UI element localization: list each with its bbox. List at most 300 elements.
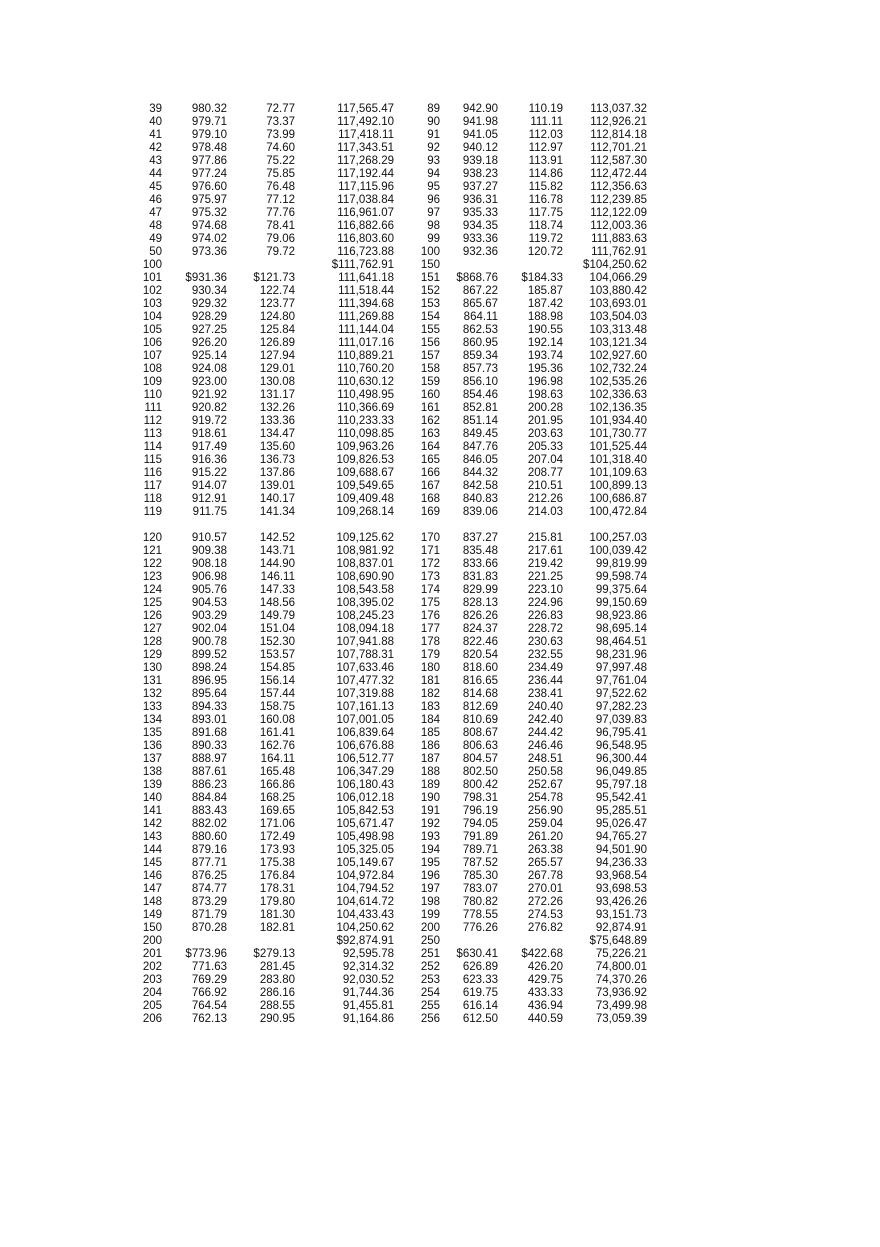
payment-number-cell: 143	[142, 831, 162, 843]
principal-cell: 192.14	[527, 337, 563, 349]
balance-cell: 108,094.18	[336, 623, 394, 635]
table-row	[0, 558, 880, 571]
principal-cell: 116.78	[528, 194, 563, 206]
interest-cell: 936.31	[462, 194, 498, 206]
payment-number-cell: 109	[142, 376, 162, 388]
payment-number-cell: 129	[142, 649, 162, 661]
principal-cell: 244.42	[527, 727, 563, 739]
table-row	[0, 701, 880, 714]
payment-number-cell: 146	[142, 870, 162, 882]
balance-cell: 113,037.32	[590, 103, 647, 115]
interest-cell: $931.36	[185, 272, 227, 284]
payment-number-cell: 196	[420, 870, 440, 882]
principal-cell: 164.11	[260, 753, 295, 765]
payment-number-cell: 134	[142, 714, 162, 726]
interest-cell: 851.14	[462, 415, 498, 427]
balance-cell: 117,343.51	[337, 142, 394, 154]
balance-cell: 111,641.18	[338, 272, 394, 284]
table-row	[0, 272, 880, 285]
balance-cell: 106,676.88	[336, 740, 394, 752]
payment-number-cell: 138	[142, 766, 162, 778]
payment-number-cell: 118	[143, 493, 162, 505]
balance-cell: 97,997.48	[595, 662, 647, 674]
principal-cell: 215.81	[527, 532, 563, 544]
table-row	[0, 1000, 880, 1013]
principal-cell: 254.78	[527, 792, 563, 804]
principal-cell: 136.73	[259, 454, 295, 466]
payment-number-cell: 182	[420, 688, 440, 700]
payment-number-cell: 252	[420, 961, 440, 973]
interest-cell: 914.07	[191, 480, 227, 492]
interest-cell: 919.72	[191, 415, 227, 427]
payment-number-cell: 119	[143, 506, 162, 518]
principal-cell: 73.37	[266, 116, 295, 128]
table-row	[0, 337, 880, 350]
payment-number-cell: 164	[420, 441, 440, 453]
interest-cell: 896.95	[191, 675, 227, 687]
principal-cell: 141.34	[259, 506, 295, 518]
balance-cell: 97,282.23	[595, 701, 647, 713]
balance-cell: 97,039.83	[595, 714, 647, 726]
interest-cell: 852.81	[462, 402, 498, 414]
principal-cell: 77.76	[266, 207, 295, 219]
table-row	[0, 818, 880, 831]
balance-cell: 96,548.95	[595, 740, 647, 752]
table-row	[0, 493, 880, 506]
principal-cell: 246.46	[527, 740, 563, 752]
interest-cell: 910.57	[191, 532, 227, 544]
principal-cell: 182.81	[259, 922, 295, 934]
balance-cell: 102,336.63	[589, 389, 647, 401]
table-row	[0, 480, 880, 493]
principal-cell: 162.76	[259, 740, 295, 752]
table-row	[0, 948, 880, 961]
principal-cell: 142.52	[259, 532, 295, 544]
interest-cell: 780.82	[462, 896, 498, 908]
interest-cell: 977.86	[191, 155, 227, 167]
balance-cell: 107,788.31	[336, 649, 394, 661]
payment-number-cell: 147	[142, 883, 162, 895]
balance-cell: 104,250.62	[336, 922, 394, 934]
payment-number-cell: 178	[420, 636, 440, 648]
balance-cell: 110,498.95	[337, 389, 394, 401]
interest-cell: 791.89	[462, 831, 498, 843]
payment-number-cell: 149	[142, 909, 162, 921]
balance-cell: $104,250.62	[583, 259, 647, 271]
table-row	[0, 207, 880, 220]
payment-number-cell: 184	[420, 714, 440, 726]
principal-cell: $279.13	[253, 948, 295, 960]
balance-cell: 109,549.65	[336, 480, 394, 492]
principal-cell: 134.47	[259, 428, 295, 440]
table-row	[0, 233, 880, 246]
interest-cell: 979.10	[191, 129, 227, 141]
amortization-table	[0, 103, 880, 1026]
table-row	[0, 545, 880, 558]
table-row	[0, 194, 880, 207]
payment-number-cell: 99	[427, 233, 440, 245]
payment-number-cell: 161	[420, 402, 440, 414]
balance-cell: 100,039.42	[589, 545, 647, 557]
interest-cell: 883.43	[191, 805, 227, 817]
balance-cell: 102,927.60	[589, 350, 647, 362]
balance-cell: 93,151.73	[595, 909, 647, 921]
table-row	[0, 597, 880, 610]
balance-cell: 117,115.96	[338, 181, 394, 193]
payment-number-cell: 127	[142, 623, 162, 635]
interest-cell: 826.26	[462, 610, 498, 622]
principal-cell: 118.74	[528, 220, 563, 232]
principal-cell: 152.30	[259, 636, 295, 648]
principal-cell: 290.95	[259, 1013, 295, 1025]
payment-number-cell: 91	[427, 129, 440, 141]
interest-cell: 905.76	[191, 584, 227, 596]
payment-number-cell: 102	[142, 285, 162, 297]
interest-cell: 974.68	[191, 220, 227, 232]
interest-cell: 938.23	[462, 168, 498, 180]
interest-cell: 816.65	[462, 675, 498, 687]
interest-cell: 912.91	[191, 493, 227, 505]
principal-cell: 217.61	[527, 545, 563, 557]
balance-cell: 111,883.63	[591, 233, 647, 245]
balance-cell: 109,963.26	[336, 441, 394, 453]
payment-number-cell: 158	[420, 363, 440, 375]
balance-cell: 95,285.51	[595, 805, 647, 817]
principal-cell: 131.17	[259, 389, 295, 401]
balance-cell: 106,512.77	[336, 753, 394, 765]
principal-cell: 205.33	[527, 441, 563, 453]
table-row	[0, 571, 880, 584]
principal-cell: 126.89	[259, 337, 295, 349]
table-row	[0, 610, 880, 623]
interest-cell: 929.32	[191, 298, 227, 310]
balance-cell: 99,598.74	[595, 571, 647, 583]
principal-cell: 212.26	[527, 493, 563, 505]
balance-cell: 101,730.77	[589, 428, 647, 440]
payment-number-cell: 110	[143, 389, 162, 401]
interest-cell: 898.24	[191, 662, 227, 674]
balance-cell: 108,981.92	[336, 545, 394, 557]
interest-cell: 873.29	[191, 896, 227, 908]
payment-number-cell: 111	[144, 402, 162, 414]
interest-cell: 874.77	[191, 883, 227, 895]
interest-cell: 909.38	[191, 545, 227, 557]
principal-cell: 160.08	[259, 714, 295, 726]
table-row	[0, 363, 880, 376]
payment-number-cell: 250	[420, 935, 440, 947]
balance-cell: 117,038.84	[337, 194, 394, 206]
payment-number-cell: 126	[142, 610, 162, 622]
table-row	[0, 636, 880, 649]
payment-number-cell: 97	[427, 207, 440, 219]
interest-cell: 921.92	[191, 389, 227, 401]
balance-cell: $75,648.89	[589, 935, 647, 947]
interest-cell: 846.05	[462, 454, 498, 466]
payment-number-cell: 176	[420, 610, 440, 622]
balance-cell: 103,504.03	[589, 311, 647, 323]
principal-cell: 214.03	[527, 506, 563, 518]
principal-cell: 143.71	[259, 545, 295, 557]
payment-number-cell: 94	[427, 168, 440, 180]
interest-cell: 769.29	[191, 974, 227, 986]
principal-cell: 156.14	[259, 675, 295, 687]
payment-number-cell: 50	[149, 246, 162, 258]
balance-cell: 99,150.69	[595, 597, 647, 609]
payment-number-cell: 154	[420, 311, 440, 323]
interest-cell: 800.42	[462, 779, 498, 791]
payment-number-cell: 145	[142, 857, 162, 869]
interest-cell: 783.07	[462, 883, 498, 895]
balance-cell: 105,671.47	[336, 818, 394, 830]
interest-cell: 890.33	[191, 740, 227, 752]
table-row	[0, 935, 880, 948]
principal-cell: 219.42	[527, 558, 563, 570]
balance-cell: 116,803.60	[337, 233, 394, 245]
balance-cell: 110,630.12	[337, 376, 394, 388]
principal-cell: 232.55	[527, 649, 563, 661]
balance-cell: 109,125.62	[336, 532, 394, 544]
interest-cell: 840.83	[462, 493, 498, 505]
principal-cell: 112.03	[528, 129, 563, 141]
payment-number-cell: 128	[142, 636, 162, 648]
table-row	[0, 766, 880, 779]
balance-cell: 109,409.48	[336, 493, 394, 505]
interest-cell: 886.23	[191, 779, 227, 791]
payment-number-cell: 153	[420, 298, 440, 310]
balance-cell: 73,059.39	[595, 1013, 647, 1025]
payment-number-cell: 194	[420, 844, 440, 856]
payment-number-cell: 200	[420, 922, 440, 934]
table-row	[0, 896, 880, 909]
payment-number-cell: 155	[420, 324, 440, 336]
principal-cell: 147.33	[259, 584, 295, 596]
balance-cell: 96,300.44	[595, 753, 647, 765]
balance-cell: 109,268.14	[336, 506, 394, 518]
balance-cell: 99,375.64	[595, 584, 647, 596]
principal-cell: 172.49	[259, 831, 295, 843]
balance-cell: 95,542.41	[595, 792, 647, 804]
interest-cell: 899.52	[191, 649, 227, 661]
interest-cell: 789.71	[462, 844, 498, 856]
payment-number-cell: 191	[420, 805, 440, 817]
principal-cell: 132.26	[259, 402, 295, 414]
principal-cell: 256.90	[527, 805, 563, 817]
payment-number-cell: 195	[420, 857, 440, 869]
payment-number-cell: 168	[420, 493, 440, 505]
payment-number-cell: 117	[143, 480, 162, 492]
table-row	[0, 519, 880, 532]
payment-number-cell: 254	[420, 987, 440, 999]
balance-cell: 94,501.90	[595, 844, 647, 856]
payment-number-cell: 173	[420, 571, 440, 583]
balance-cell: 108,245.23	[336, 610, 394, 622]
table-row	[0, 870, 880, 883]
table-row	[0, 285, 880, 298]
table-row	[0, 350, 880, 363]
balance-cell: 106,839.64	[336, 727, 394, 739]
payment-number-cell: 200	[142, 935, 162, 947]
principal-cell: 139.01	[259, 480, 295, 492]
interest-cell: 924.08	[191, 363, 227, 375]
payment-number-cell: 105	[142, 324, 162, 336]
payment-number-cell: 125	[142, 597, 162, 609]
payment-number-cell: 177	[420, 623, 440, 635]
payment-number-cell: 44	[149, 168, 162, 180]
table-row	[0, 844, 880, 857]
principal-cell: 433.33	[527, 987, 563, 999]
payment-number-cell: 179	[420, 649, 440, 661]
principal-cell: 111.11	[530, 116, 563, 128]
table-row	[0, 831, 880, 844]
balance-cell: 98,231.96	[595, 649, 647, 661]
principal-cell: 228.72	[527, 623, 563, 635]
principal-cell: 173.93	[259, 844, 295, 856]
table-row	[0, 311, 880, 324]
payment-number-cell: 116	[143, 467, 162, 479]
table-row	[0, 727, 880, 740]
interest-cell: 891.68	[191, 727, 227, 739]
interest-cell: 937.27	[462, 181, 498, 193]
balance-cell: 108,690.90	[336, 571, 394, 583]
interest-cell: 796.19	[462, 805, 498, 817]
payment-number-cell: 253	[420, 974, 440, 986]
interest-cell: 941.98	[462, 116, 498, 128]
interest-cell: 879.16	[191, 844, 227, 856]
balance-cell: 107,941.88	[336, 636, 394, 648]
payment-number-cell: 172	[420, 558, 440, 570]
payment-number-cell: 131	[142, 675, 162, 687]
balance-cell: 112,701.21	[590, 142, 647, 154]
principal-cell: $184.33	[521, 272, 563, 284]
principal-cell: 429.75	[527, 974, 563, 986]
balance-cell: 100,472.84	[589, 506, 647, 518]
payment-number-cell: 192	[420, 818, 440, 830]
payment-number-cell: 183	[420, 701, 440, 713]
payment-number-cell: 157	[420, 350, 440, 362]
payment-number-cell: 130	[142, 662, 162, 674]
principal-cell: 112.97	[528, 142, 563, 154]
principal-cell: 181.30	[259, 909, 295, 921]
payment-number-cell: 137	[142, 753, 162, 765]
interest-cell: 771.63	[191, 961, 227, 973]
interest-cell: 894.33	[191, 701, 227, 713]
table-row	[0, 116, 880, 129]
payment-number-cell: 197	[420, 883, 440, 895]
interest-cell: 939.18	[462, 155, 498, 167]
payment-number-cell: 190	[420, 792, 440, 804]
interest-cell: 975.32	[191, 207, 227, 219]
payment-number-cell: 100	[142, 259, 162, 271]
payment-number-cell: 103	[142, 298, 162, 310]
balance-cell: 91,744.36	[342, 987, 394, 999]
principal-cell: 129.01	[259, 363, 295, 375]
payment-number-cell: 113	[143, 428, 162, 440]
balance-cell: 107,319.88	[336, 688, 394, 700]
interest-cell: 623.33	[462, 974, 498, 986]
principal-cell: 148.56	[259, 597, 295, 609]
principal-cell: 238.41	[527, 688, 563, 700]
table-row	[0, 389, 880, 402]
interest-cell: $773.96	[185, 948, 227, 960]
payment-number-cell: 188	[420, 766, 440, 778]
balance-cell: 94,765.27	[595, 831, 647, 843]
table-row	[0, 922, 880, 935]
interest-cell: 839.06	[462, 506, 498, 518]
principal-cell: 265.57	[527, 857, 563, 869]
balance-cell: 105,325.05	[336, 844, 394, 856]
principal-cell: 283.80	[259, 974, 295, 986]
payment-number-cell: 142	[142, 818, 162, 830]
balance-cell: 117,418.11	[338, 129, 394, 141]
principal-cell: 185.87	[527, 285, 563, 297]
principal-cell: 120.72	[527, 246, 563, 258]
principal-cell: 124.80	[259, 311, 295, 323]
interest-cell: 828.13	[462, 597, 498, 609]
payment-number-cell: 141	[142, 805, 162, 817]
payment-number-cell: 114	[143, 441, 162, 453]
balance-cell: 94,236.33	[595, 857, 647, 869]
principal-cell: 154.85	[259, 662, 295, 674]
principal-cell: 190.55	[527, 324, 563, 336]
principal-cell: 276.82	[527, 922, 563, 934]
balance-cell: 95,797.18	[595, 779, 647, 791]
principal-cell: 234.49	[527, 662, 563, 674]
interest-cell: 976.60	[191, 181, 227, 193]
balance-cell: 106,180.43	[336, 779, 394, 791]
balance-cell: 107,633.46	[336, 662, 394, 674]
principal-cell: 230.63	[527, 636, 563, 648]
payment-number-cell: 255	[420, 1000, 440, 1012]
principal-cell: 75.22	[266, 155, 295, 167]
balance-cell: 97,761.04	[595, 675, 647, 687]
balance-cell: 112,003.36	[590, 220, 647, 232]
interest-cell: 880.60	[191, 831, 227, 843]
balance-cell: 108,543.58	[336, 584, 394, 596]
interest-cell: 762.13	[191, 1013, 227, 1025]
principal-cell: 286.16	[259, 987, 295, 999]
payment-number-cell: 185	[420, 727, 440, 739]
balance-cell: 92,314.32	[342, 961, 394, 973]
balance-cell: 110,760.20	[337, 363, 394, 375]
balance-cell: 107,161.13	[336, 701, 394, 713]
payment-number-cell: 152	[420, 285, 440, 297]
principal-cell: $422.68	[521, 948, 563, 960]
interest-cell: $868.76	[456, 272, 498, 284]
balance-cell: 117,268.29	[337, 155, 394, 167]
balance-cell: 112,472.44	[590, 168, 647, 180]
principal-cell: 267.78	[527, 870, 563, 882]
payment-number-cell: 42	[149, 142, 162, 154]
payment-number-cell: 163	[420, 428, 440, 440]
balance-cell: 98,695.14	[595, 623, 647, 635]
table-row	[0, 675, 880, 688]
principal-cell: 187.42	[527, 298, 563, 310]
payment-number-cell: 205	[142, 1000, 162, 1012]
principal-cell: 210.51	[527, 480, 563, 492]
principal-cell: 188.98	[527, 311, 563, 323]
table-row	[0, 415, 880, 428]
interest-cell: 932.36	[462, 246, 498, 258]
payment-number-cell: 174	[420, 584, 440, 596]
balance-cell: 112,122.09	[590, 207, 647, 219]
principal-cell: 272.26	[527, 896, 563, 908]
interest-cell: 928.29	[191, 311, 227, 323]
principal-cell: 223.10	[527, 584, 563, 596]
principal-cell: 165.48	[259, 766, 295, 778]
table-row	[0, 142, 880, 155]
balance-cell: 101,934.40	[589, 415, 647, 427]
principal-cell: 176.84	[259, 870, 295, 882]
